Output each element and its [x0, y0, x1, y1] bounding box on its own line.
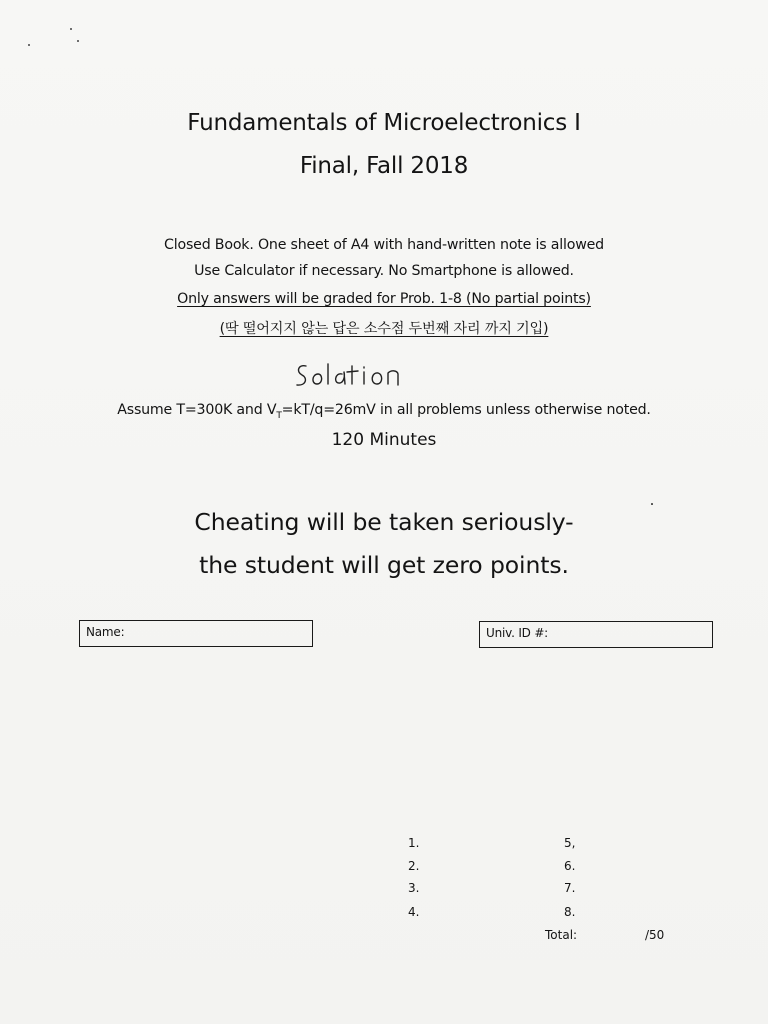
handwritten-solution-note — [292, 358, 412, 396]
score-label-4: 4. — [408, 905, 420, 919]
scan-speck — [651, 503, 653, 505]
assumption-suffix: =kT/q=26mV in all problems unless otherwise noted. — [281, 402, 651, 418]
name-field-label: Name: — [86, 625, 125, 639]
scan-speck — [28, 44, 30, 46]
warning-line-1: Cheating will be taken seriously- — [194, 508, 574, 536]
exam-title-line1: Fundamentals of Microelectronics I — [187, 110, 581, 136]
warning-line-2: the student will get zero points. — [199, 551, 569, 579]
total-value: /50 — [645, 928, 665, 942]
instruction-line-3: Only answers will be graded for Prob. 1-8 (No partial points) — [177, 291, 591, 307]
instruction-line-1: Closed Book. One sheet of A4 with hand-written note is allowed — [164, 237, 604, 253]
name-field[interactable] — [79, 620, 313, 647]
scan-speck — [70, 28, 72, 30]
assumption-line — [0, 402, 768, 421]
total-label: Total: — [545, 928, 578, 942]
instruction-line-2: Use Calculator if necessary. No Smartphone is allowed. — [194, 263, 574, 279]
score-label-5: 5, — [564, 836, 576, 850]
assumption-prefix: Assume T=300K and V — [117, 402, 277, 418]
univ-id-field-label: Univ. ID #: — [486, 626, 549, 640]
assumption-subscript: T — [276, 410, 282, 421]
univ-id-field[interactable] — [479, 621, 713, 648]
instruction-line-4: (딱 떨어지지 않는 답은 소수점 두번째 자리 까지 기입) — [219, 321, 549, 337]
exam-title-line2: Final, Fall 2018 — [299, 153, 469, 179]
score-label-3: 3. — [408, 881, 420, 895]
score-label-7: 7. — [564, 881, 576, 895]
score-label-2: 2. — [408, 859, 420, 873]
scan-speck — [77, 40, 79, 42]
exam-duration: 120 Minutes — [331, 430, 437, 450]
score-label-1: 1. — [408, 836, 420, 850]
score-label-8: 8. — [564, 905, 576, 919]
score-label-6: 6. — [564, 859, 576, 873]
